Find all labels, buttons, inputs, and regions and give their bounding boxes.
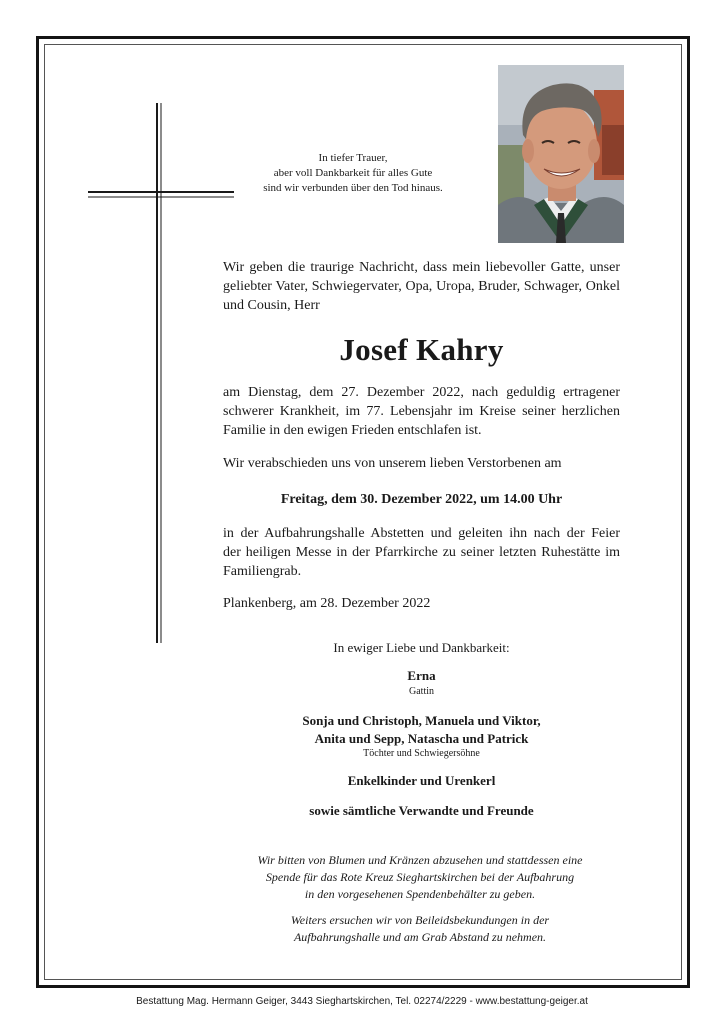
ceremony-details xyxy=(223,524,620,581)
place-date-line: Plankenberg, am 28. Dezember 2022 xyxy=(223,596,431,611)
ceremony-line-1: in der Aufbahrungshalle Abstetten und geleiten ihn nach der Feier xyxy=(223,526,620,541)
children-line-1: Sonja und Christoph, Manuela und Viktor, xyxy=(302,713,541,728)
death-details xyxy=(223,383,620,440)
funeral-home-footer: Bestattung Mag. Hermann Geiger, 3443 Sieghartskirchen, Tel. 02274/2229 - www.bestattung-geiger.at xyxy=(136,996,588,1007)
death-line-3: Familie in den ewigen Frieden entschlafen ist. xyxy=(223,423,482,438)
relatives-line: sowie sämtliche Verwandte und Freunde xyxy=(309,803,534,818)
children-role: Töchter und Schwiegersöhne xyxy=(363,748,480,759)
ceremony-line-2: der heiligen Messe in der Pfarrkirche zu seiner letzten Ruhestätte im xyxy=(223,545,620,560)
motto-verse xyxy=(228,151,478,196)
donation-line-1: Wir bitten von Blumen und Kränzen abzusehen und stattdessen eine xyxy=(257,853,583,867)
motto-line-2: aber voll Dankbarkeit für alles Gute xyxy=(273,167,433,179)
condolence-note xyxy=(180,912,660,946)
death-line-1: am Dienstag, dem 27. Dezember 2022, nach geduldig ertragener xyxy=(223,385,620,400)
condolence-line-2: Aufbahrungshalle und am Grab Abstand zu nehmen. xyxy=(293,930,547,944)
children-line-2: Anita und Sepp, Natascha und Patrick xyxy=(314,731,529,746)
spouse-name: Erna xyxy=(407,668,436,683)
intro-line-1: Wir geben die traurige Nachricht, dass mein liebevoller Gatte, unser xyxy=(223,260,620,275)
ceremony-date: Freitag, dem 30. Dezember 2022, um 14.00 Uhr xyxy=(280,492,563,507)
cross-icon xyxy=(88,103,234,643)
farewell-line: Wir verabschieden uns von unserem lieben Verstorbenen am xyxy=(223,456,562,471)
donation-note xyxy=(180,852,660,903)
announcement-intro xyxy=(223,258,620,315)
deceased-name: Josef Kahry xyxy=(339,332,504,367)
donation-line-2: Spende für das Rote Kreuz Sieghartskirchen bei der Aufbahrung xyxy=(265,870,575,884)
intro-line-2: geliebter Vater, Schwiegervater, Opa, Uropa, Bruder, Schwager, Onkel xyxy=(223,279,620,294)
farewell-text xyxy=(223,454,620,473)
motto-line-3: sind wir verbunden über den Tod hinaus. xyxy=(263,182,443,194)
intro-line-3: und Cousin, Herr xyxy=(223,298,320,313)
place-and-date xyxy=(223,594,620,613)
portrait-photo xyxy=(498,65,624,243)
ceremony-line-3: Familiengrab. xyxy=(223,564,302,579)
spouse-role: Gattin xyxy=(409,686,434,697)
condolence-line-1: Weiters ersuchen wir von Beileidsbekundungen in der xyxy=(290,913,550,927)
closing-line: In ewiger Liebe und Dankbarkeit: xyxy=(333,640,510,655)
motto-line-1: In tiefer Trauer, xyxy=(318,152,388,164)
donation-line-3: in den vorgesehenen Spendenbehälter zu geben. xyxy=(304,887,536,901)
grandchildren-line: Enkelkinder und Urenkerl xyxy=(347,773,496,788)
death-line-2: schwerer Krankheit, im 77. Lebensjahr im Kreise seiner herzlichen xyxy=(223,404,620,419)
